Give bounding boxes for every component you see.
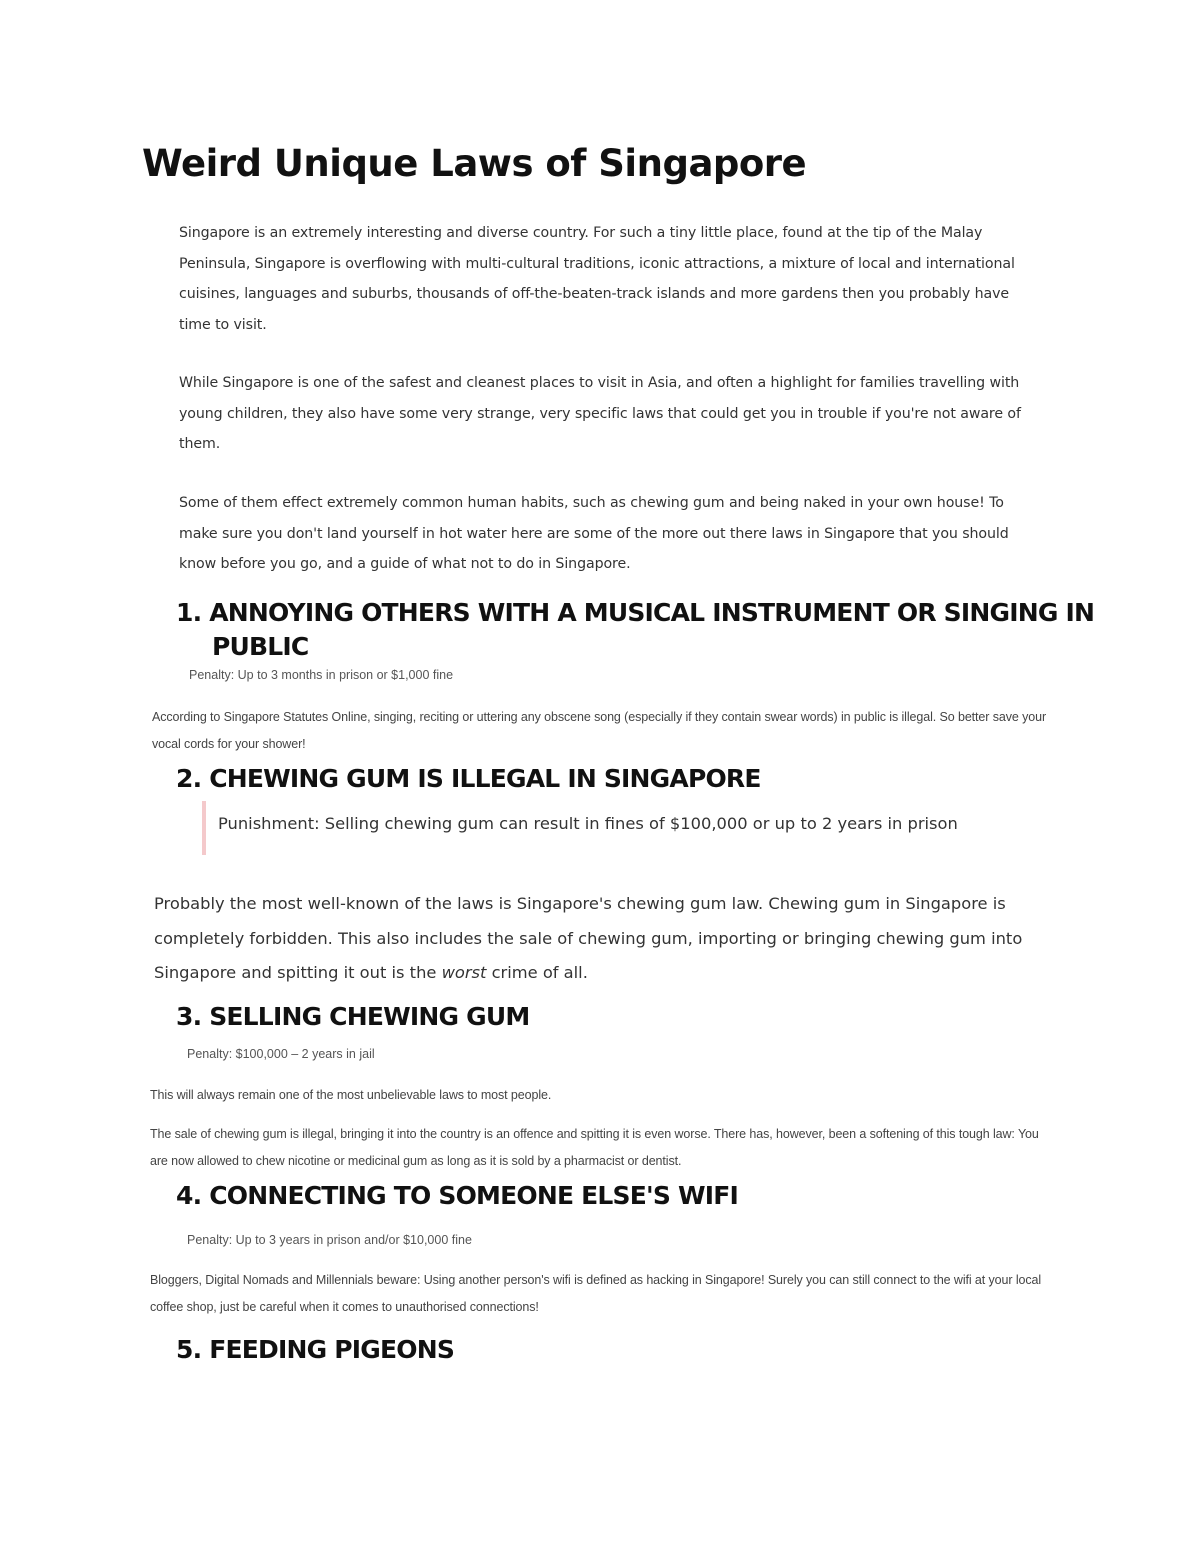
law-body: The sale of chewing gum is illegal, bringing it into the country is an offence and spitting it is even worse. There has, however, been a softening of this tough law: You are now allowed to chew nicotine or medicinal gum as long as it is sold by a pharmacist or dentist. [150,1127,1039,1168]
page-title: Weird Unique Laws of Singapore [142,142,807,185]
penalty-text: Penalty: $100,000 – 2 years in jail [187,1047,375,1061]
blockquote-bar [202,801,206,855]
law-heading-1-continued: PUBLIC [212,632,309,661]
law-body: Bloggers, Digital Nomads and Millennials beware: Using another person's wifi is defined as hacking in Singapore! Surely you can still connect to the wifi at your local coffee shop, just be careful when it comes to unauthorised connections! [150,1273,1042,1314]
penalty-text: Penalty: Up to 3 years in prison and/or $10,000 fine [187,1233,472,1247]
law-body: This will always remain one of the most unbelievable laws to most people. [150,1088,552,1102]
emphasis-text: worst [441,963,487,982]
law-body-text: crime of all. [486,963,588,982]
intro-paragraph: Some of them effect extremely common human habits, such as chewing gum and being naked in your own house! To make sure you don't land yourself in hot water here are some of the more out there laws in Singapore that you should know before you go, and a guide of what not to do in Singapore. [179,495,1009,573]
law-body [154,887,1054,991]
law-heading-3: 3. SELLING CHEWING GUM [176,1002,530,1031]
law-body-text: Probably the most well-known of the laws is Singapore's chewing gum law. Chewing gum in Singapore is completely forbidden. This also includes the sale of chewing gum, importing or bringing chewing gum into Singapore and spitting it out is the [154,894,1023,982]
intro-paragraph: Singapore is an extremely interesting and diverse country. For such a tiny little place, found at the tip of the Malay Peninsula, Singapore is overflowing with multi-cultural traditions, iconic attractions, a mixture of local and international cuisines, languages and suburbs, thousands of off-the-beaten-track islands and more gardens then you probably have time to visit. [179,225,1015,334]
law-heading-2: 2. CHEWING GUM IS ILLEGAL IN SINGAPORE [176,764,761,793]
intro-paragraph: While Singapore is one of the safest and cleanest places to visit in Asia, and often a highlight for families travelling with young children, they also have some very strange, very specific laws that could get you in trouble if you're not aware of them. [179,375,1021,453]
punishment-quote: Punishment: Selling chewing gum can result in fines of $100,000 or up to 2 years in prison [218,814,958,833]
law-body: According to Singapore Statutes Online, singing, reciting or uttering any obscene song (especially if they contain swear words) in public is illegal. So better save your vocal cords for your shower! [152,710,1047,751]
law-heading-4: 4. CONNECTING TO SOMEONE ELSE'S WIFI [176,1181,739,1210]
law-heading-5: 5. FEEDING PIGEONS [176,1335,455,1364]
penalty-text: Penalty: Up to 3 months in prison or $1,000 fine [189,668,454,682]
law-heading-1: 1. ANNOYING OTHERS WITH A MUSICAL INSTRUMENT OR SINGING IN [176,598,1095,627]
